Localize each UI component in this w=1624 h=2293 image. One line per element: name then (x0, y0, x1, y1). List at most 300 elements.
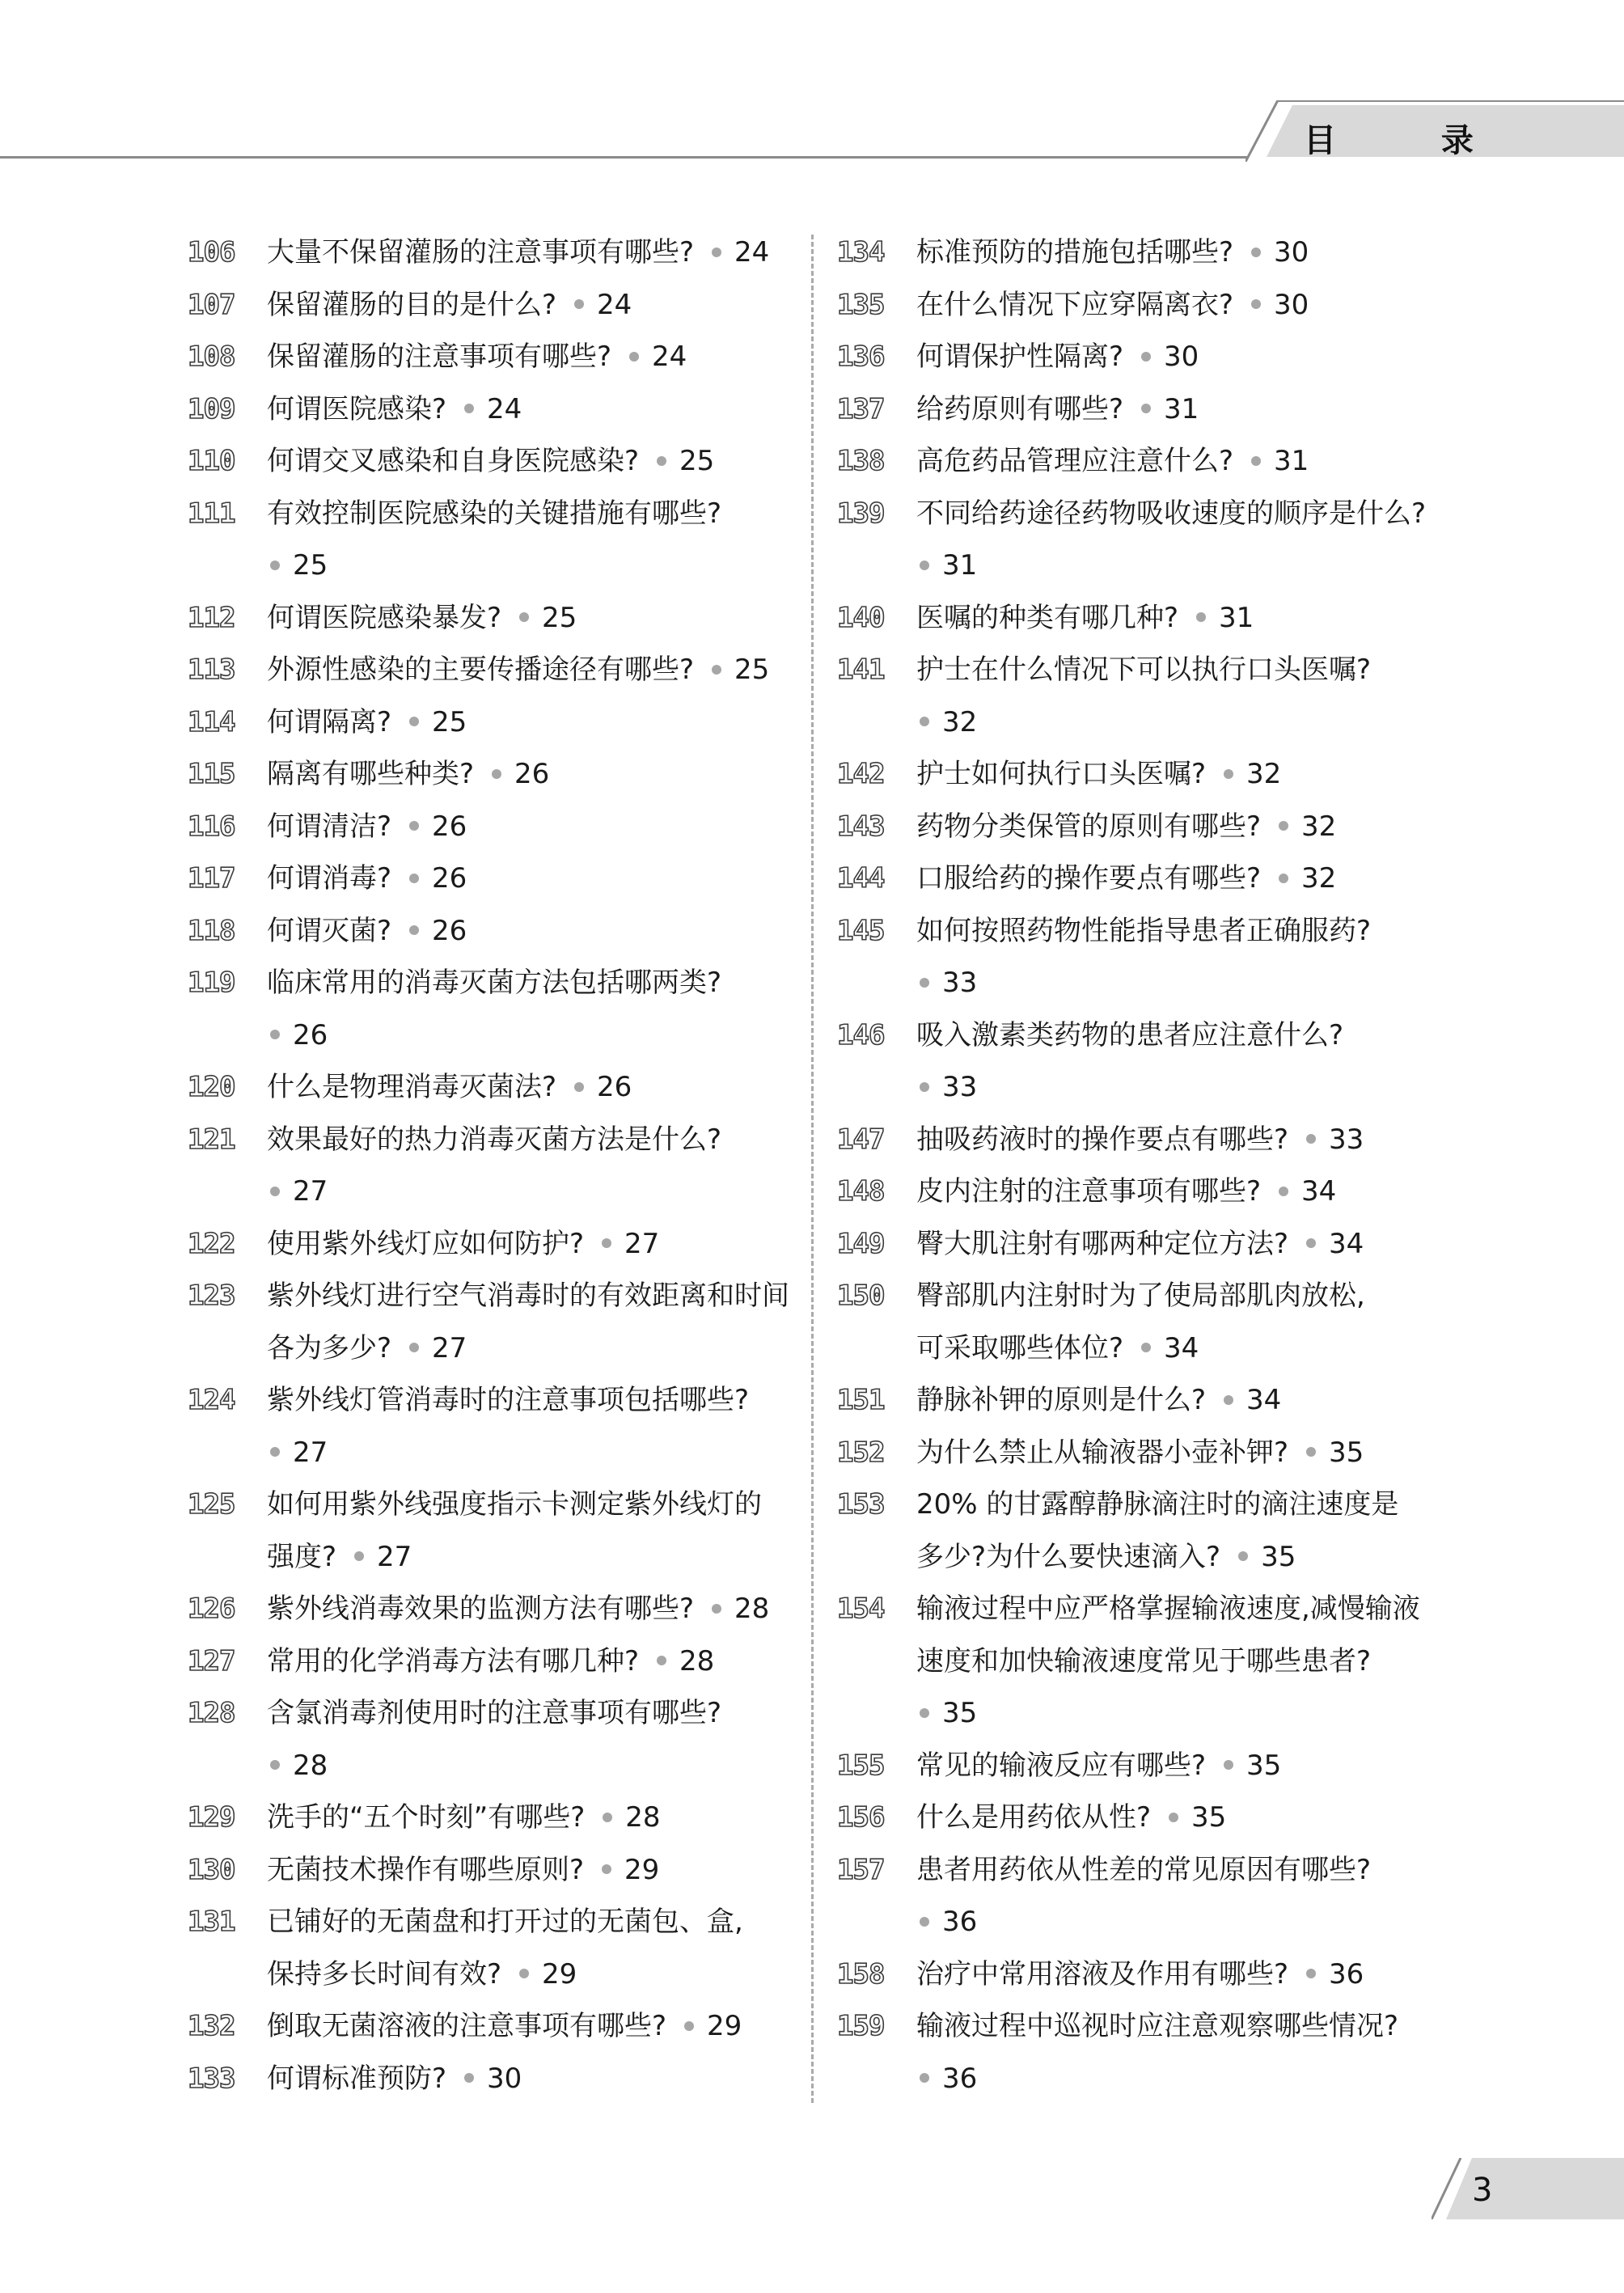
entry-title: 已铺好的无菌盘和打开过的无菌包、盒, (267, 1906, 743, 1938)
entry-title-line (916, 1792, 1468, 1844)
entry-title-line (267, 1427, 786, 1479)
entry-title: 臀部肌内注射时为了使局部肌肉放松, (916, 1280, 1365, 1312)
entry-number: 137 (837, 392, 885, 425)
entry-page: 27 (432, 1331, 467, 1364)
entry-title-line (916, 1322, 1468, 1375)
entry-number: 150 (837, 1280, 885, 1312)
entry-number: 143 (837, 810, 885, 843)
entry-title: 什么是物理消毒灭菌法? (267, 1071, 557, 1103)
entry-number: 158 (837, 1957, 885, 1991)
toc-entry (837, 1009, 1468, 1114)
bullet-dot-icon (603, 1813, 612, 1822)
entry-page: 28 (734, 1593, 770, 1625)
toc-entry (837, 801, 1468, 853)
entry-page: 32 (1246, 758, 1282, 790)
bullet-dot-icon (1141, 1343, 1151, 1352)
toc-entry (837, 488, 1468, 592)
entry-title-line (916, 383, 1468, 436)
bullet-dot-icon (409, 874, 419, 883)
toc-entry (188, 592, 786, 645)
entry-page: 25 (432, 705, 467, 738)
entry-number: 113 (188, 654, 235, 686)
entry-title: 高危药品管理应注意什么? (916, 445, 1234, 477)
bullet-dot-icon (1306, 1447, 1316, 1457)
entry-page: 30 (1164, 341, 1199, 373)
entry-title-line (267, 1218, 786, 1271)
entry-title: 速度和加快输液速度常见于哪些患者? (916, 1644, 1372, 1677)
entry-title-line (916, 435, 1468, 488)
page-title: 目 录 (1304, 122, 1520, 159)
bullet-dot-icon (602, 1864, 611, 1874)
entry-title-line (916, 1635, 1468, 1688)
entry-number: 115 (188, 758, 235, 790)
entry-title-line (916, 1531, 1468, 1584)
entry-page: 35 (1191, 1801, 1227, 1834)
entry-title-line (267, 539, 786, 592)
entry-title-line (916, 1844, 1468, 1897)
entry-number: 154 (837, 1593, 885, 1625)
entry-page: 29 (707, 2010, 742, 2042)
entry-title: 输液过程中巡视时应注意观察哪些情况? (916, 2010, 1399, 2042)
toc-entry (188, 748, 786, 801)
entry-number: 156 (837, 1801, 885, 1834)
entry-title: 大量不保留灌肠的注意事项有哪些? (267, 236, 695, 269)
entry-title-line (916, 1061, 1468, 1114)
entry-page: 28 (293, 1749, 328, 1782)
entry-title-line (267, 1531, 786, 1584)
entry-title: 皮内注射的注意事项有哪些? (916, 1175, 1262, 1208)
entry-title-line (267, 1740, 786, 1792)
entry-title-line (267, 279, 786, 332)
entry-number: 133 (188, 2062, 235, 2095)
entry-page: 24 (597, 288, 632, 321)
entry-number: 108 (188, 341, 235, 373)
entry-page: 34 (1301, 1175, 1337, 1208)
toc-entry (188, 1114, 786, 1218)
entry-number: 146 (837, 1018, 885, 1051)
entry-number: 124 (188, 1384, 235, 1416)
entry-title: 保留灌肠的目的是什么? (267, 288, 557, 321)
entry-title: 临床常用的消毒灭菌方法包括哪两类? (267, 967, 722, 999)
entry-number: 155 (837, 1749, 885, 1782)
entry-page: 32 (942, 705, 978, 738)
bullet-dot-icon (1279, 1187, 1288, 1196)
entry-title-line (916, 1374, 1468, 1427)
entry-title-line (916, 957, 1468, 1009)
toc-entry (188, 226, 786, 279)
toc-entry (188, 1844, 786, 1897)
entry-title: 强度? (267, 1540, 337, 1573)
entry-title: 效果最好的热力消毒灭菌方法是什么? (267, 1123, 722, 1156)
entry-title-line (916, 226, 1468, 279)
entry-page: 32 (1301, 810, 1337, 843)
entry-number: 116 (188, 810, 235, 843)
bullet-dot-icon (270, 1447, 280, 1457)
entry-page: 29 (624, 1853, 660, 1886)
bullet-dot-icon (920, 2073, 929, 2083)
entry-title-line (267, 1322, 786, 1375)
entry-title-line (267, 1583, 786, 1635)
entry-title-line (267, 383, 786, 436)
toc-entry (837, 226, 1468, 279)
bullet-dot-icon (1169, 1813, 1178, 1822)
entry-page: 30 (1274, 288, 1309, 321)
entry-number: 109 (188, 392, 235, 425)
entry-number: 153 (837, 1488, 885, 1521)
bullet-dot-icon (920, 1708, 929, 1718)
entry-title-line (267, 435, 786, 488)
entry-title: 治疗中常用溶液及作用有哪些? (916, 1957, 1289, 1991)
entry-number: 135 (837, 288, 885, 321)
toc-entry (837, 1740, 1468, 1792)
bullet-dot-icon (492, 769, 501, 779)
bullet-dot-icon (684, 2021, 694, 2031)
entry-title: 患者用药依从性差的常见原因有哪些? (916, 1853, 1372, 1886)
entry-number: 136 (837, 341, 885, 373)
entry-page: 25 (679, 445, 715, 477)
entry-title-line (267, 1635, 786, 1688)
entry-title: 使用紫外线灯应如何防护? (267, 1227, 585, 1260)
entry-number: 128 (188, 1697, 235, 1729)
entry-title-line (916, 1948, 1468, 2001)
toc-entry (837, 1270, 1468, 1374)
entry-page: 33 (1329, 1123, 1364, 1156)
entry-title-line (916, 1479, 1468, 1531)
entry-title: 紫外线消毒效果的监测方法有哪些? (267, 1593, 695, 1625)
entry-title-line (916, 1583, 1468, 1635)
entry-title: 洗手的“五个时刻”有哪些? (267, 1801, 586, 1834)
entry-page: 28 (679, 1644, 715, 1677)
toc-entry (188, 435, 786, 488)
entry-title-line (267, 1479, 786, 1531)
entry-title: 何谓医院感染? (267, 392, 447, 425)
entry-title-line (267, 748, 786, 801)
bullet-dot-icon (657, 1656, 666, 1665)
entry-page: 25 (293, 549, 328, 582)
bullet-dot-icon (920, 561, 929, 570)
entry-title-line (267, 2053, 786, 2105)
entry-number: 142 (837, 758, 885, 790)
entry-title-line (916, 1114, 1468, 1166)
entry-title: 护士在什么情况下可以执行口头医嘱? (916, 654, 1372, 686)
entry-title: 药物分类保管的原则有哪些? (916, 810, 1262, 843)
entry-number: 107 (188, 288, 235, 321)
toc-entry (837, 1374, 1468, 1427)
entry-number: 144 (837, 862, 885, 895)
entry-number: 112 (188, 601, 235, 634)
entry-title-line (916, 748, 1468, 801)
entry-title-line (916, 279, 1468, 332)
entry-title: 紫外线灯管消毒时的注意事项包括哪些? (267, 1384, 750, 1416)
bullet-dot-icon (1196, 612, 1206, 622)
toc-entry (837, 1114, 1468, 1166)
toc-entry (188, 2000, 786, 2053)
entry-page: 24 (734, 236, 770, 269)
entry-title: 何谓隔离? (267, 705, 392, 738)
entry-title: 如何按照药物性能指导患者正确服药? (916, 914, 1372, 947)
bullet-dot-icon (1251, 299, 1261, 309)
entry-number: 139 (837, 497, 885, 530)
entry-title-line (916, 1166, 1468, 1218)
entry-title-line (916, 852, 1468, 905)
bullet-dot-icon (1141, 352, 1151, 362)
entry-page: 36 (1329, 1957, 1364, 1991)
entry-page: 32 (1301, 862, 1337, 895)
bullet-dot-icon (409, 821, 419, 831)
bullet-dot-icon (1141, 404, 1151, 413)
entry-page: 27 (293, 1175, 328, 1208)
entry-number: 131 (188, 1906, 235, 1938)
entry-number: 159 (837, 2010, 885, 2042)
entry-number: 111 (188, 497, 235, 530)
entry-title: 何谓清洁? (267, 810, 392, 843)
entry-title-line (267, 644, 786, 696)
entry-number: 106 (188, 236, 235, 269)
entry-page: 26 (597, 1071, 632, 1103)
bullet-dot-icon (920, 717, 929, 726)
entry-title: 医嘱的种类有哪几种? (916, 601, 1179, 634)
bullet-dot-icon (1306, 1238, 1316, 1248)
toc-entry (188, 279, 786, 332)
entry-title-line (267, 905, 786, 958)
entry-page: 28 (625, 1801, 661, 1834)
entry-title: 保留灌肠的注意事项有哪些? (267, 341, 612, 373)
header-rule (0, 156, 1262, 159)
bullet-dot-icon (574, 299, 584, 309)
bullet-dot-icon (270, 1760, 280, 1770)
entry-title-line (916, 1427, 1468, 1479)
entry-page: 35 (1246, 1749, 1282, 1782)
entry-title: 输液过程中应严格掌握输液速度,减慢输液 (916, 1593, 1420, 1625)
entry-title-line (267, 1009, 786, 1062)
entry-page: 26 (514, 758, 550, 790)
toc-entry (188, 1270, 789, 1374)
bullet-dot-icon (270, 1030, 280, 1039)
toc-entry (188, 1479, 786, 1583)
page-number: 3 (1472, 2172, 1493, 2209)
entry-page: 30 (1274, 236, 1309, 269)
toc-entry (837, 1218, 1468, 1271)
entry-title-line (916, 1218, 1468, 1271)
entry-title-line (267, 226, 786, 279)
bullet-dot-icon (1238, 1551, 1248, 1561)
entry-title: 静脉补钾的原则是什么? (916, 1384, 1207, 1416)
bullet-dot-icon (920, 1917, 929, 1927)
bullet-dot-icon (464, 404, 474, 413)
entry-title-line (267, 592, 786, 645)
entry-number: 145 (837, 914, 885, 947)
entry-title: 各为多少? (267, 1331, 392, 1364)
toc-entry (188, 1218, 786, 1271)
toc-entry (837, 331, 1468, 383)
entry-title: 何谓灭菌? (267, 914, 392, 947)
entry-number: 122 (188, 1227, 235, 1260)
toc-column-right (837, 226, 1468, 2105)
footer-tab (1432, 2158, 1624, 2219)
entry-page: 24 (487, 392, 522, 425)
entry-title: 保持多长时间有效? (267, 1957, 502, 1991)
bullet-dot-icon (1251, 247, 1261, 257)
toc-entry (837, 1792, 1468, 1844)
entry-title-line (267, 957, 786, 1009)
entry-title-line (916, 592, 1468, 645)
entry-title-line (267, 852, 786, 905)
entry-title-line (267, 1792, 786, 1844)
bullet-dot-icon (1279, 874, 1288, 883)
entry-number: 110 (188, 445, 235, 477)
entry-title: 隔离有哪些种类? (267, 758, 475, 790)
entry-number: 123 (188, 1280, 235, 1312)
entry-title-line (267, 696, 786, 749)
entry-page: 27 (293, 1436, 328, 1469)
entry-title: 护士如何执行口头医嘱? (916, 758, 1207, 790)
entry-page: 36 (942, 1906, 978, 1938)
toc-entry (837, 1479, 1468, 1583)
entry-title-line (916, 2053, 1468, 2105)
toc-entry (188, 383, 786, 436)
toc-entry (188, 957, 786, 1061)
entry-title: 何谓交叉感染和自身医院感染? (267, 445, 640, 477)
entry-number: 120 (188, 1071, 235, 1103)
entry-number: 114 (188, 705, 235, 738)
entry-title-line (916, 331, 1468, 383)
bullet-dot-icon (1224, 769, 1233, 779)
entry-title-line (916, 1896, 1468, 1948)
entry-number: 117 (188, 862, 235, 895)
toc-entry (188, 1635, 786, 1688)
entry-title-line (916, 1687, 1468, 1740)
entry-number: 125 (188, 1488, 235, 1521)
entry-page: 35 (1329, 1436, 1364, 1469)
entry-page: 26 (432, 810, 467, 843)
toc-entry (837, 905, 1468, 1009)
entry-title: 给药原则有哪些? (916, 392, 1124, 425)
bullet-dot-icon (574, 1082, 584, 1092)
entry-page: 34 (1164, 1331, 1199, 1364)
entry-title: 标准预防的措施包括哪些? (916, 236, 1234, 269)
entry-title-line (916, 801, 1468, 853)
toc-entry (837, 592, 1468, 645)
entry-title: 不同给药途径药物吸收速度的顺序是什么? (916, 497, 1427, 530)
entry-title-line (916, 1740, 1468, 1792)
toc-entry (188, 852, 786, 905)
toc-entry (188, 1687, 786, 1792)
entry-title: 何谓医院感染暴发? (267, 601, 502, 634)
entry-title-line (267, 1270, 789, 1322)
entry-title-line (267, 1374, 786, 1427)
entry-title: 什么是用药依从性? (916, 1801, 1152, 1834)
entry-page: 26 (432, 914, 467, 947)
entry-number: 134 (837, 236, 885, 269)
entry-title-line (267, 801, 786, 853)
entry-number: 119 (188, 967, 235, 999)
entry-page: 31 (1274, 445, 1309, 477)
entry-title-line (267, 1896, 786, 1948)
entry-title-line (267, 1844, 786, 1897)
toc-entry (837, 435, 1468, 488)
entry-title-line (916, 488, 1468, 540)
toc-entry (188, 1061, 786, 1114)
entry-number: 126 (188, 1593, 235, 1625)
entry-number: 149 (837, 1227, 885, 1260)
toc-entry (188, 1583, 786, 1635)
entry-title-line (267, 1948, 786, 2001)
entry-title-line (267, 488, 786, 540)
toc-entry (837, 1166, 1468, 1218)
bullet-dot-icon (354, 1551, 364, 1561)
entry-title-line (267, 1114, 786, 1166)
entry-title-line (916, 905, 1468, 958)
toc-entry (837, 644, 1468, 748)
entry-number: 148 (837, 1175, 885, 1208)
entry-number: 121 (188, 1123, 235, 1156)
toc-entry (188, 1896, 786, 2000)
entry-page: 25 (542, 601, 577, 634)
entry-page: 27 (377, 1540, 412, 1573)
bullet-dot-icon (1251, 456, 1261, 466)
column-divider (811, 235, 814, 2103)
toc-column-left (188, 226, 789, 2105)
entry-title-line (916, 644, 1468, 696)
bullet-dot-icon (712, 1604, 721, 1614)
entry-title-line (267, 331, 786, 383)
entry-title: 何谓消毒? (267, 862, 392, 895)
bullet-dot-icon (920, 1082, 929, 1092)
entry-number: 132 (188, 2010, 235, 2042)
entry-title: 吸入激素类药物的患者应注意什么? (916, 1018, 1344, 1051)
bullet-dot-icon (1306, 1969, 1316, 1978)
entry-title: 20% 的甘露醇静脉滴注时的滴注速度是 (916, 1488, 1399, 1521)
toc-entry (188, 2053, 786, 2105)
entry-title-line (916, 1270, 1468, 1322)
entry-page: 33 (942, 1071, 978, 1103)
toc-entry (188, 1792, 786, 1844)
bullet-dot-icon (712, 247, 721, 257)
entry-number: 130 (188, 1853, 235, 1886)
bullet-dot-icon (1279, 821, 1288, 831)
toc-entry (188, 905, 786, 958)
entry-title: 何谓标准预防? (267, 2062, 447, 2095)
entry-title: 紫外线灯进行空气消毒时的有效距离和时间 (267, 1280, 789, 1312)
entry-title-line (916, 1009, 1468, 1062)
bullet-dot-icon (519, 612, 529, 622)
entry-title-line (267, 1061, 786, 1114)
entry-title: 有效控制医院感染的关键措施有哪些? (267, 497, 722, 530)
entry-number: 118 (188, 914, 235, 947)
entry-number: 141 (837, 654, 885, 686)
bullet-dot-icon (519, 1969, 529, 1978)
entry-page: 36 (942, 2062, 978, 2095)
bullet-dot-icon (657, 456, 666, 466)
bullet-dot-icon (629, 352, 639, 362)
entry-title: 如何用紫外线强度指示卡测定紫外线灯的 (267, 1488, 762, 1521)
entry-page: 25 (734, 654, 770, 686)
entry-title-line (267, 1166, 786, 1218)
toc-entry (837, 1844, 1468, 1948)
bullet-dot-icon (1224, 1760, 1233, 1770)
entry-page: 30 (487, 2062, 522, 2095)
entry-number: 127 (188, 1644, 235, 1677)
bullet-dot-icon (409, 1343, 419, 1352)
bullet-dot-icon (712, 665, 721, 675)
entry-page: 31 (1164, 392, 1199, 425)
entry-page: 24 (652, 341, 687, 373)
entry-title: 臀大肌注射有哪两种定位方法? (916, 1227, 1289, 1260)
toc-entry (837, 1583, 1468, 1740)
entry-title-line (916, 696, 1468, 749)
entry-title: 倒取无菌溶液的注意事项有哪些? (267, 2010, 667, 2042)
toc-entry (837, 1948, 1468, 2001)
